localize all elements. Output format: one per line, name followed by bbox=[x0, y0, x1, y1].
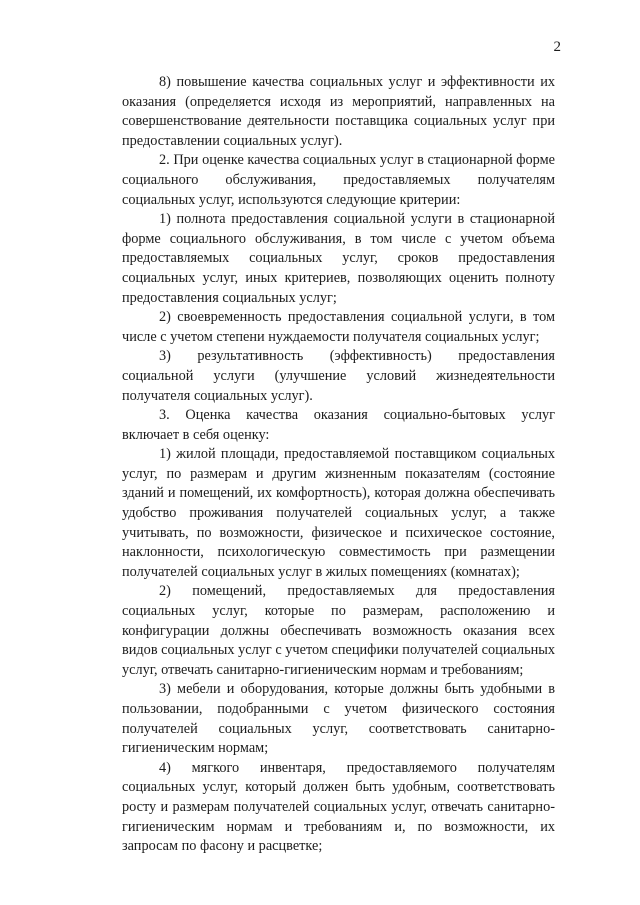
paragraph-item-2-premises: 2) помещений, предоставляемых для предоставления социальных услуг, которые по размерам, расположению и конфигурации должны обеспечивать возможность оказания всех видов социальных услуг с учетом специфики получателей социальных услуг, отвечать санитарно-гигиеническим нормам и требованиям; bbox=[122, 583, 555, 678]
paragraph-section-2-criteria: 2. При оценке качества социальных услуг в стационарной форме социального обслуживания, предоставляемых получателям социальных услуг, используются следующие критерии: bbox=[122, 152, 555, 208]
document-body bbox=[122, 73, 555, 857]
paragraph-criterion-2-timeliness: 2) своевременность предоставления социальной услуги, в том числе с учетом степени нуждаемости получателя социальных услуг; bbox=[122, 309, 555, 345]
paragraph-section-3-household-services: 3. Оценка качества оказания социально-бытовых услуг включает в себя оценку: bbox=[122, 407, 555, 443]
paragraph-item-4-soft-inventory: 4) мягкого инвентаря, предоставляемого получателям социальных услуг, который должен быть удобным, соответствовать росту и размерам получателей социальных услуг, отвечать санитарно-гигиеническим нормам и требованиям и, по возможности, их запросам по фасону и расцветке; bbox=[122, 759, 555, 855]
page-number: 2 bbox=[553, 39, 561, 55]
paragraph-criterion-3-effectiveness: 3) результативность (эффективность) предоставления социальной услуги (улучшение условий жизнедеятельности получателя социальных услуг). bbox=[122, 348, 555, 404]
paragraph-item-3-furniture-equipment: 3) мебели и оборудования, которые должны быть удобными в пользовании, подобранными с учетом физического состояния получателей социальных услуг, соответствовать санитарно-гигиеническим нормам; bbox=[122, 681, 555, 757]
paragraph-item-1-living-space: 1) жилой площади, предоставляемой поставщиком социальных услуг, по размерам и другим жизненным показателям (состояние зданий и помещений, их комфортность), которая должна обеспечивать удобство проживания получателей социальных услуг, а также учитывать, по возможности, физическое и психическое состояние, наклонности, психологическую совместимость при размещении получателей социальных услуг в жилых помещениях (комнатах); bbox=[122, 446, 555, 580]
paragraph-item-8-service-quality: 8) повышение качества социальных услуг и эффективности их оказания (определяется исходя из мероприятий, направленных на совершенствование деятельности поставщика социальных услуг при предоставлении социальных услуг). bbox=[122, 74, 555, 149]
paragraph-criterion-1-completeness: 1) полнота предоставления социальной услуги в стационарной форме социального обслуживания, в том числе с учетом объема предоставляемых социальных услуг, сроков предоставления социальных услуг, иных критериев, позволяющих оценить полноту предоставления социальных услуг; bbox=[122, 211, 555, 306]
